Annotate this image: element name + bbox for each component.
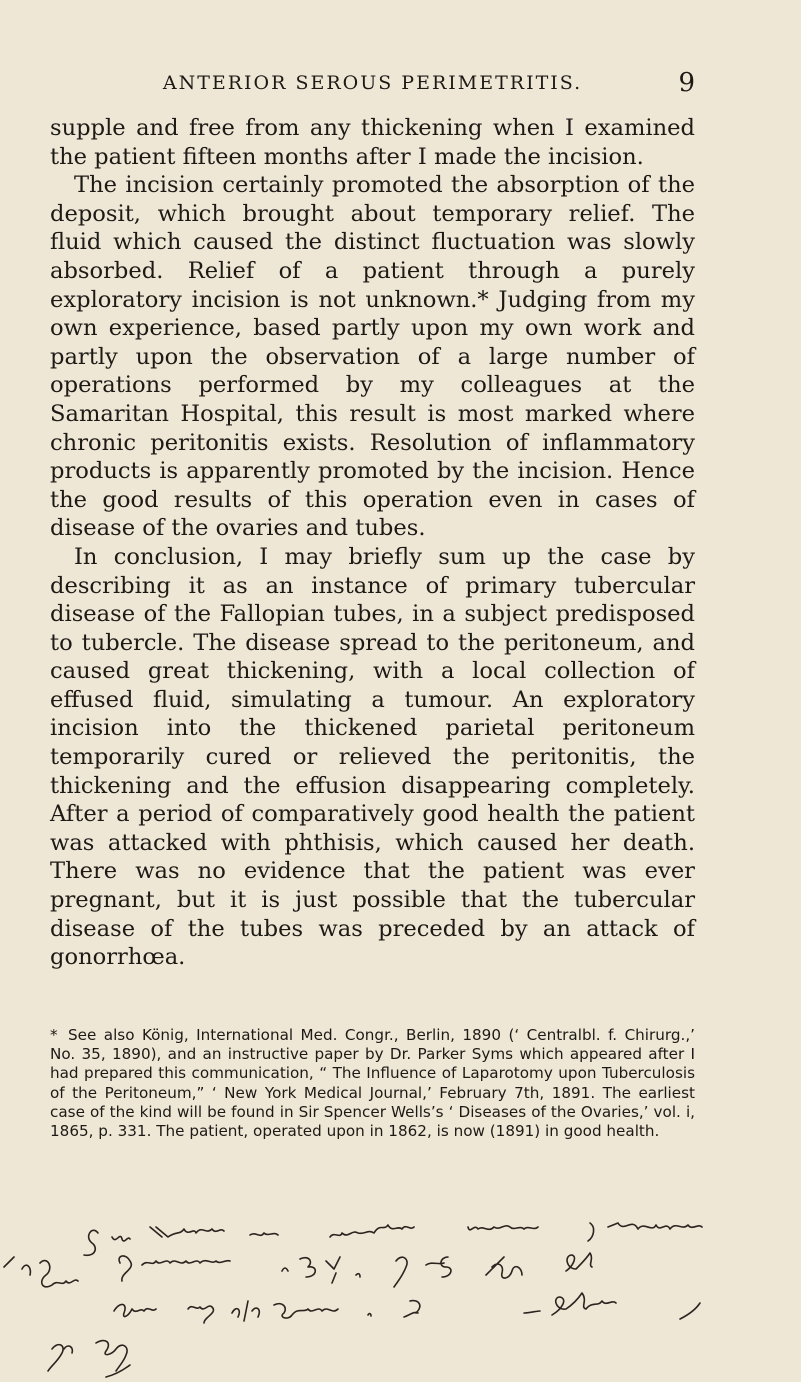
paragraph-1: supple and free from any thickening when I examined the patient fifteen months after I made the incision.	[50, 115, 695, 170]
page-header	[50, 68, 695, 98]
paragraph-2: The incision certainly promoted the absorption of the deposit, which brought about temporary relief. The fluid which caused the distinct fluctuation was slowly absorbed. Relief of a patient through a purely exploratory incision is not unknown.* Judging from my own experience, based partly upon my own work and partly upon the observation of a large number of operations performed by my colleagues at the Samaritan Hospital, this result is most marked where chronic peritonitis exists. Resolution of inflammatory products is apparently promoted by the incision. Hence the good results of this operation even in cases of disease of the ovaries and tubes.	[50, 172, 695, 542]
running-head: ANTERIOR SEROUS PERIMETRITIS.	[162, 72, 583, 94]
paragraph-3: In conclusion, I may briefly sum up the case by describing it as an instance of primary tubercular disease of the Fallopian tubes, in a subject predisposed to tubercle. The disease spread to the peritoneum, and caused great thickening, with a local collection of effused fluid, simulating a tumour. An exploratory incision into the thickened parietal peritoneum temporarily cured or relieved the peritonitis, the thickening and the effusion disappearing completely. After a period of comparatively good health the patient was attacked with phthisis, which caused her death. There was no evidence that the patient was ever pregnant, but it is just possible that the tubercular disease of the tubes was preceded by an attack of gonorrhœa.	[50, 543, 695, 971]
footnote-marker: *	[50, 1026, 58, 1044]
body-text	[50, 114, 695, 972]
footnote-text: See also König, International Med. Congr., Berlin, 1890 (‘ Centralbl. f. Chirurg.,’ No. 35, 1890), and an instructive paper by Dr. Parker Syms which appeared after I had prepared this communication, “ The Influence of Laparotomy upon Tuberculosis of the Peritoneum,” ‘ New York Medical Journal,’ February 7th, 1891. The earliest case of the kind will be found in Sir Spencer Wells’s ‘ Diseases of the Ovaries,’ vol. i, 1865, p. 331. The patient, operated upon in 1862, is now (1891) in good health.	[50, 1026, 695, 1141]
handwritten-annotation	[0, 1215, 801, 1380]
page-number: 9	[678, 68, 695, 98]
footnote	[50, 1026, 695, 1141]
